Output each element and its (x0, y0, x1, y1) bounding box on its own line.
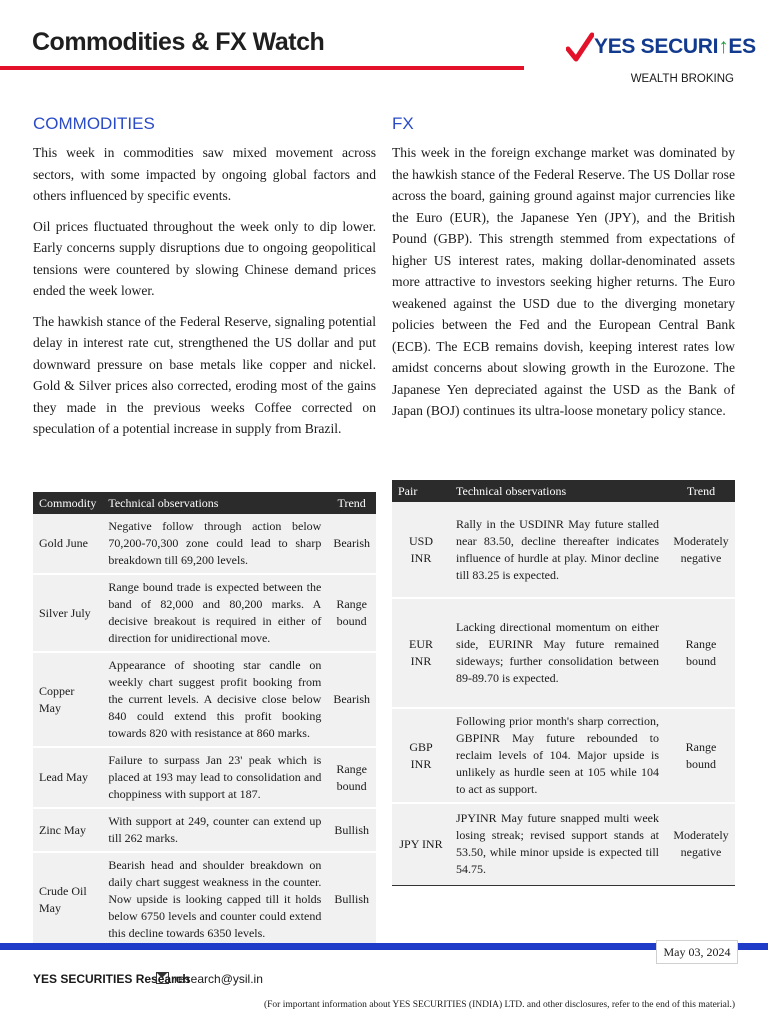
observation-cell: Failure to surpass Jan 23' peak which is placed at 193 may lead to consolidation and choppiness with support at 187. (102, 747, 327, 808)
commodities-paragraph: Oil prices fluctuated throughout the week only to dip lower. Early concerns supply disruptions due to ongoing geopolitical tensions were countered by slowing Chinese demand prices ended the week lower. (33, 218, 376, 298)
table-header-row (392, 480, 735, 502)
mail-icon (156, 972, 169, 984)
table-row (33, 852, 376, 947)
fx-text (392, 142, 735, 431)
observation-cell: Following prior month's sharp correction, GBPINR May future rebounded to reclaim levels of 104. Major upside is unlikely as hurdle seen at 105 while 104 to act as support. (450, 708, 667, 803)
commodity-cell: Gold June (33, 514, 102, 574)
observation-cell: Appearance of shooting star candle on weekly chart suggest profit booking from the current levels. A decisive close below 840 could extend this profit booking towards 820 with resistance at 860 marks. (102, 652, 327, 747)
logo-word-part-1: YES SECURI (594, 35, 719, 58)
column-header: Trend (327, 492, 376, 514)
fx-table (392, 480, 735, 886)
table-row (392, 598, 735, 708)
table-row (33, 574, 376, 652)
trend-cell: Bullish (327, 808, 376, 852)
commodities-heading: COMMODITIES (33, 114, 155, 133)
title-rule (0, 66, 524, 70)
commodity-table (33, 492, 376, 947)
column-header: Commodity (33, 492, 102, 514)
trend-cell: Range bound (327, 574, 376, 652)
table-row (33, 808, 376, 852)
trend-cell: Moderately negative (667, 803, 735, 885)
column-header: Trend (667, 480, 735, 502)
footer-rule (0, 943, 768, 950)
checkmark-icon (566, 32, 594, 66)
fx-heading: FX (392, 114, 414, 133)
footer-email-link[interactable]: research@ysil.in (174, 972, 263, 986)
logo-arrow-up-icon: ↑ (718, 35, 729, 58)
table-row (33, 747, 376, 808)
commodities-text (33, 142, 376, 449)
trend-cell: Bearish (327, 652, 376, 747)
observation-cell: JPYINR May future snapped multi week losing streak; revised support stands at 53.50, while minor upside is expected till 54.75. (450, 803, 667, 885)
table-row (392, 502, 735, 598)
pair-cell: USD INR (392, 502, 450, 598)
commodities-paragraph: This week in commodities saw mixed movement across sectors, with some impacted by ongoing global factors and others influenced by specific events. (33, 145, 376, 203)
trend-cell: Moderately negative (667, 502, 735, 598)
commodity-cell: Copper May (33, 652, 102, 747)
logo-word-part-2: ES (728, 35, 756, 58)
brand-logo (566, 32, 756, 66)
footer-brand: YES SECURITIES Research (33, 972, 190, 986)
commodity-cell: Lead May (33, 747, 102, 808)
pair-cell: JPY INR (392, 803, 450, 885)
table-row (392, 708, 735, 803)
report-date: May 03, 2024 (656, 940, 738, 964)
trend-cell: Bullish (327, 852, 376, 947)
trend-cell: Range bound (667, 708, 735, 803)
disclaimer: (For important information about YES SECURITIES (INDIA) LTD. and other disclosures, refer to the end of this material.) (263, 1000, 735, 1010)
trend-cell: Range bound (327, 747, 376, 808)
pair-cell: EUR INR (392, 598, 450, 708)
commodities-paragraph: The hawkish stance of the Federal Reserve, signaling potential delay in interest rate cut, strengthened the US dollar and put downward pressure on base metals like copper and nickel. Gold & Silver prices also corrected, eroding most of the gains they made in the previous weeks Coffee corrected on speculation of a potential increase in supply from Brazil. (33, 313, 376, 436)
logo-tagline: WEALTH BROKING (630, 73, 734, 85)
commodity-cell: Crude Oil May (33, 852, 102, 947)
table-row (33, 652, 376, 747)
commodity-cell: Silver July (33, 574, 102, 652)
column-header: Pair (392, 480, 450, 502)
observation-cell: Rally in the USDINR May future stalled near 83.50, decline thereafter indicates influence of hurdle at play. Minor decline till 83.25 is expected. (450, 502, 667, 598)
pair-cell: GBP INR (392, 708, 450, 803)
observation-cell: Bearish head and shoulder breakdown on daily chart suggest weakness in the counter. Now upside is looking capped till it holds below 6750 levels and counter could extend this decline towards 6350 levels. (102, 852, 327, 947)
column-header: Technical observations (450, 480, 667, 502)
observation-cell: With support at 249, counter can extend up till 262 marks. (102, 808, 327, 852)
trend-cell: Range bound (667, 598, 735, 708)
fx-paragraph: This week in the foreign exchange market was dominated by the hawkish stance of the Federal Reserve. The US Dollar rose across the board, gaining ground against major currencies like the Euro (EUR), the Japanese Yen (JPY), and the British Pound (GBP). This strength stemmed from expectations of higher US interest rates, making dollar-denominated assets more attractive to investors seeking higher returns. The Euro weakened against the USD due to the diverging monetary policies between the Fed and the European Central Bank (ECB). The ECB remains dovish, keeping interest rates low amidst concerns about slowing growth in the Eurozone. The Japanese Yen depreciated against the USD as the Bank of Japan (BOJ) continues its ultra-loose monetary policy stance. (392, 145, 735, 418)
logo-wordmark (594, 35, 756, 59)
column-header: Technical observations (102, 492, 327, 514)
page-title: Commodities & FX Watch (32, 28, 325, 56)
observation-cell: Range bound trade is expected between the band of 82,000 and 80,200 marks. A decisive breakout is required in either of direction for unidirectional move. (102, 574, 327, 652)
observation-cell: Lacking directional momentum on either side, EURINR May future remained sideways; further consolidation between 89-89.70 is expected. (450, 598, 667, 708)
table-header-row (33, 492, 376, 514)
trend-cell: Bearish (327, 514, 376, 574)
observation-cell: Negative follow through action below 70,200-70,300 zone could lead to sharp breakdown till 69,200 levels. (102, 514, 327, 574)
table-row (33, 514, 376, 574)
commodity-cell: Zinc May (33, 808, 102, 852)
table-row (392, 803, 735, 885)
